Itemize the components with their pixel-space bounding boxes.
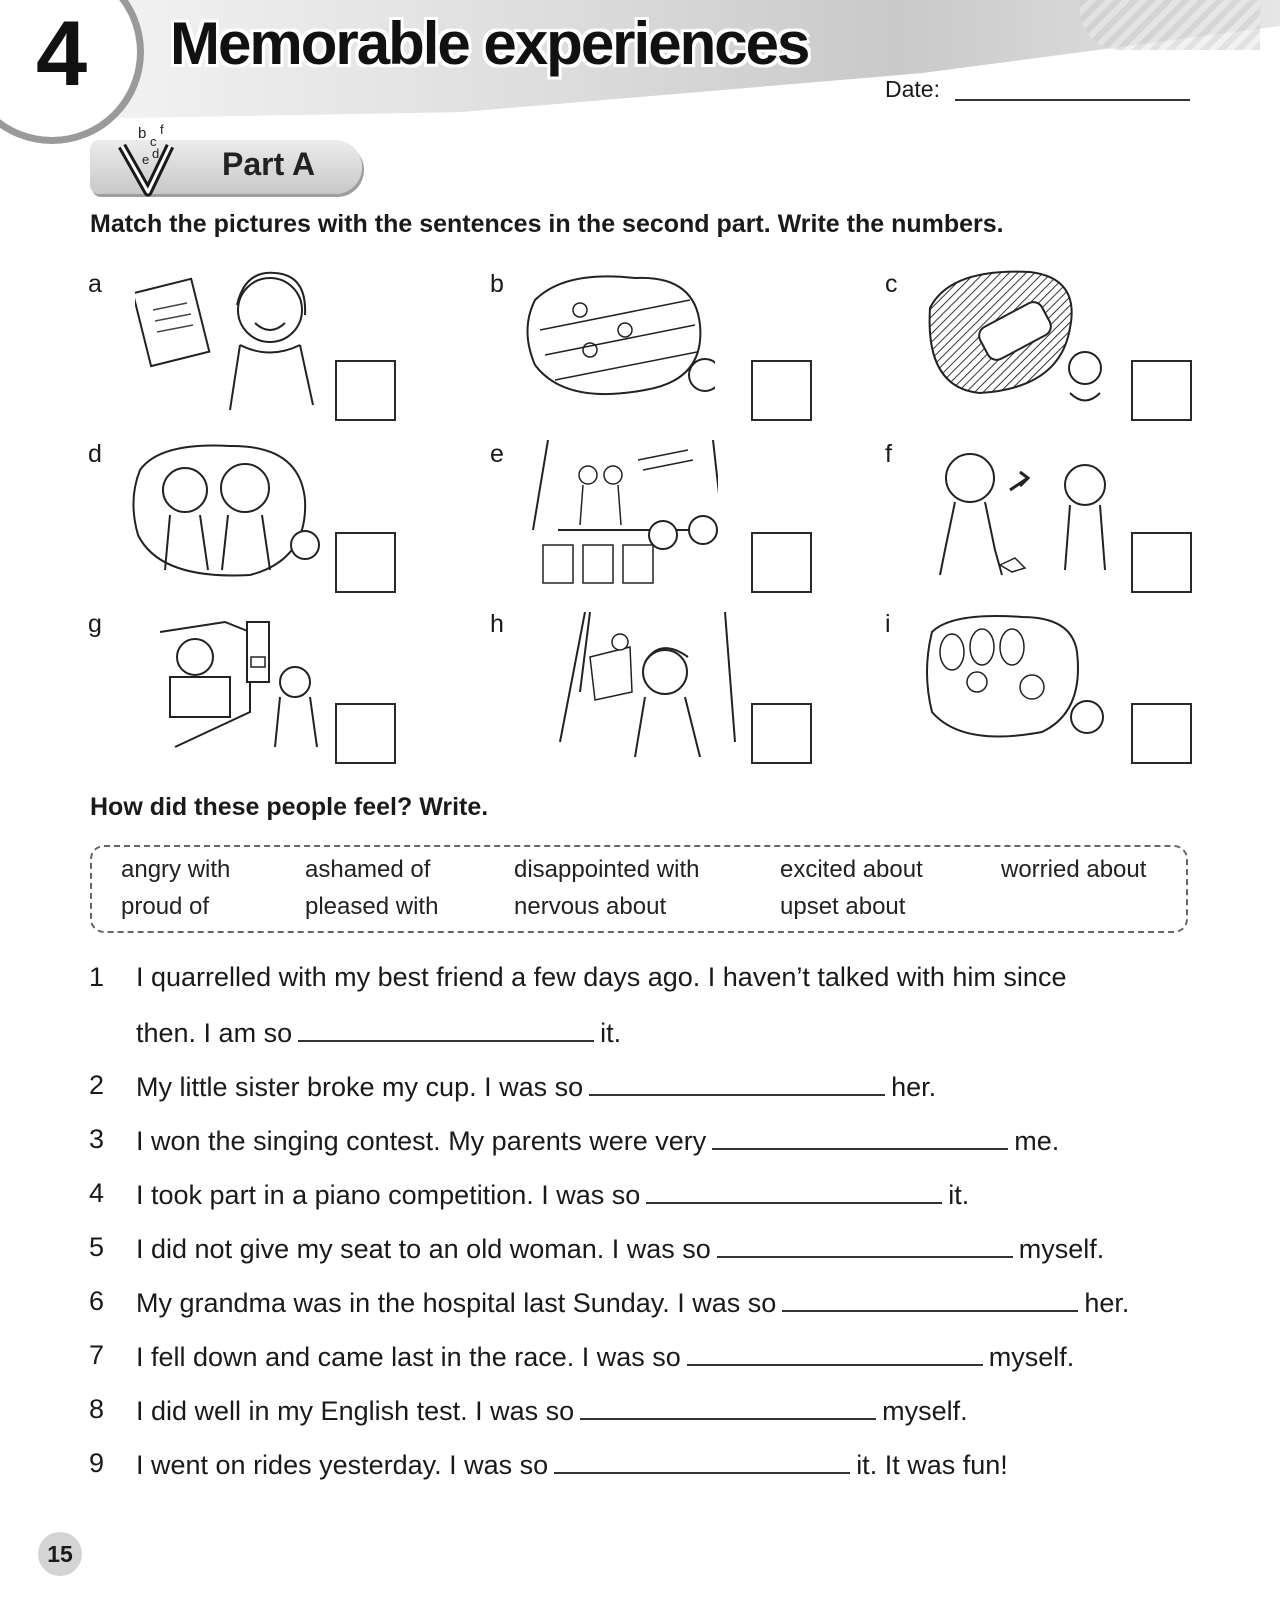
icon-letter: c (150, 134, 157, 149)
sentence-line (136, 1232, 1104, 1265)
word-bank-item: excited about (780, 856, 923, 883)
word-bank-item: pleased with (305, 893, 439, 920)
word-bank-item: ashamed of (305, 856, 431, 883)
race-fall-picture (525, 270, 715, 415)
picture-letter: d (88, 440, 102, 468)
answer-blank[interactable] (782, 1286, 1078, 1312)
answer-blank[interactable] (580, 1394, 876, 1420)
sentence-text: I went on rides yesterday. I was so (136, 1450, 549, 1480)
alphabet-check-icon (108, 118, 218, 198)
answer-box[interactable] (335, 703, 396, 764)
sentence-text: My little sister broke my cup. I was so (136, 1072, 584, 1102)
word-bank-item: nervous about (514, 893, 667, 920)
answer-box[interactable] (335, 532, 396, 593)
picture-letter: e (490, 440, 504, 468)
word-bank-item: proud of (121, 893, 210, 920)
word-bank-item: upset about (780, 893, 906, 920)
broken-cup-picture (920, 440, 1110, 585)
answer-box[interactable] (1131, 532, 1192, 593)
sentence-number: 9 (89, 1448, 105, 1478)
feel-instruction: How did these people feel? Write. (90, 793, 489, 821)
sentence-ending: me. (1014, 1126, 1060, 1156)
unit-number: 4 (36, 3, 85, 105)
answer-blank[interactable] (687, 1340, 983, 1366)
pencil-pattern-decoration (1080, 0, 1260, 50)
date-label: Date: (885, 76, 940, 102)
sentence-ending: it. (948, 1180, 970, 1210)
sentence-ending: it. (600, 1018, 622, 1048)
icon-letter: f (160, 122, 164, 137)
sentence-text: My grandma was in the hospital last Sunday. I was so (136, 1288, 777, 1318)
sentence-text: I won the singing contest. My parents were very (136, 1126, 707, 1156)
sentence-line (136, 1070, 936, 1103)
picture-letter: f (885, 440, 892, 468)
unit-title: Memorable experiences (170, 10, 809, 77)
sentence-line (136, 1178, 969, 1211)
date-field[interactable] (955, 99, 1190, 101)
bus-seat-picture (922, 612, 1112, 757)
singing-contest-picture (528, 440, 718, 585)
sentence-text: I did not give my seat to an old woman. I was so (136, 1234, 711, 1264)
answer-blank[interactable] (298, 1016, 594, 1042)
answer-box[interactable] (335, 360, 396, 421)
answer-box[interactable] (1131, 703, 1192, 764)
picture-letter: g (88, 610, 102, 638)
sentence-line (136, 1286, 1129, 1319)
sentence-ending: myself. (1018, 1234, 1105, 1264)
answer-blank[interactable] (589, 1070, 885, 1096)
word-bank-item: angry with (121, 856, 231, 883)
sentence-ending: myself. (882, 1396, 968, 1426)
sentence-number: 3 (89, 1124, 105, 1154)
sentence-number: 2 (89, 1070, 105, 1100)
sentence-line (136, 1448, 1008, 1481)
sentence-number: 8 (89, 1394, 105, 1424)
sentence-text: I fell down and came last in the race. I was so (136, 1342, 681, 1372)
sentence-number: 1 (89, 962, 105, 992)
match-instruction: Match the pictures with the sentences in the second part. Write the numbers. (90, 210, 1004, 238)
answer-box[interactable] (1131, 360, 1192, 421)
word-bank-item: worried about (1001, 856, 1147, 883)
picture-letter: a (88, 270, 102, 298)
sentence-line (136, 1340, 1074, 1373)
sentence-number: 4 (89, 1178, 105, 1208)
answer-blank[interactable] (712, 1124, 1008, 1150)
picture-letter: h (490, 610, 504, 638)
answer-blank[interactable] (554, 1448, 850, 1474)
picture-letter: b (490, 270, 504, 298)
sentence-number: 6 (89, 1286, 105, 1316)
word-bank-item: disappointed with (514, 856, 700, 883)
answer-blank[interactable] (646, 1178, 942, 1204)
answer-box[interactable] (751, 360, 812, 421)
roller-coaster-picture (920, 268, 1110, 413)
sentence-number: 7 (89, 1340, 105, 1370)
picture-letter: c (885, 270, 898, 298)
sentence-line (136, 1394, 968, 1427)
sentence-ending: it. It was fun! (856, 1450, 1008, 1480)
sentence-line (136, 1016, 621, 1049)
sentence-number: 5 (89, 1232, 105, 1262)
sentence-text: I quarrelled with my best friend a few days ago. I haven’t talked with him since (136, 962, 1067, 992)
girl-with-test-paper-picture (135, 265, 325, 410)
picture-letter: i (885, 610, 891, 638)
sentence-ending: myself. (988, 1342, 1075, 1372)
answer-box[interactable] (751, 703, 812, 764)
answer-blank[interactable] (717, 1232, 1013, 1258)
icon-letter: e (142, 152, 150, 167)
sentence-ending: her. (891, 1072, 937, 1102)
sentence-line (136, 1124, 1059, 1157)
sentence-text: then. I am so (136, 1018, 293, 1048)
friends-quarrel-picture (130, 440, 320, 585)
icon-letter: d (152, 146, 160, 161)
icon-letter: b (138, 125, 147, 142)
sentence-text: I took part in a piano competition. I was so (136, 1180, 641, 1210)
grandma-hospital-picture (155, 612, 345, 757)
sentence-ending: her. (1084, 1288, 1130, 1318)
piano-competition-picture (550, 612, 740, 757)
answer-box[interactable] (751, 532, 812, 593)
part-label: Part A (222, 146, 316, 182)
page-number: 15 (38, 1532, 82, 1576)
sentence-text: I did well in my English test. I was so (136, 1396, 575, 1426)
